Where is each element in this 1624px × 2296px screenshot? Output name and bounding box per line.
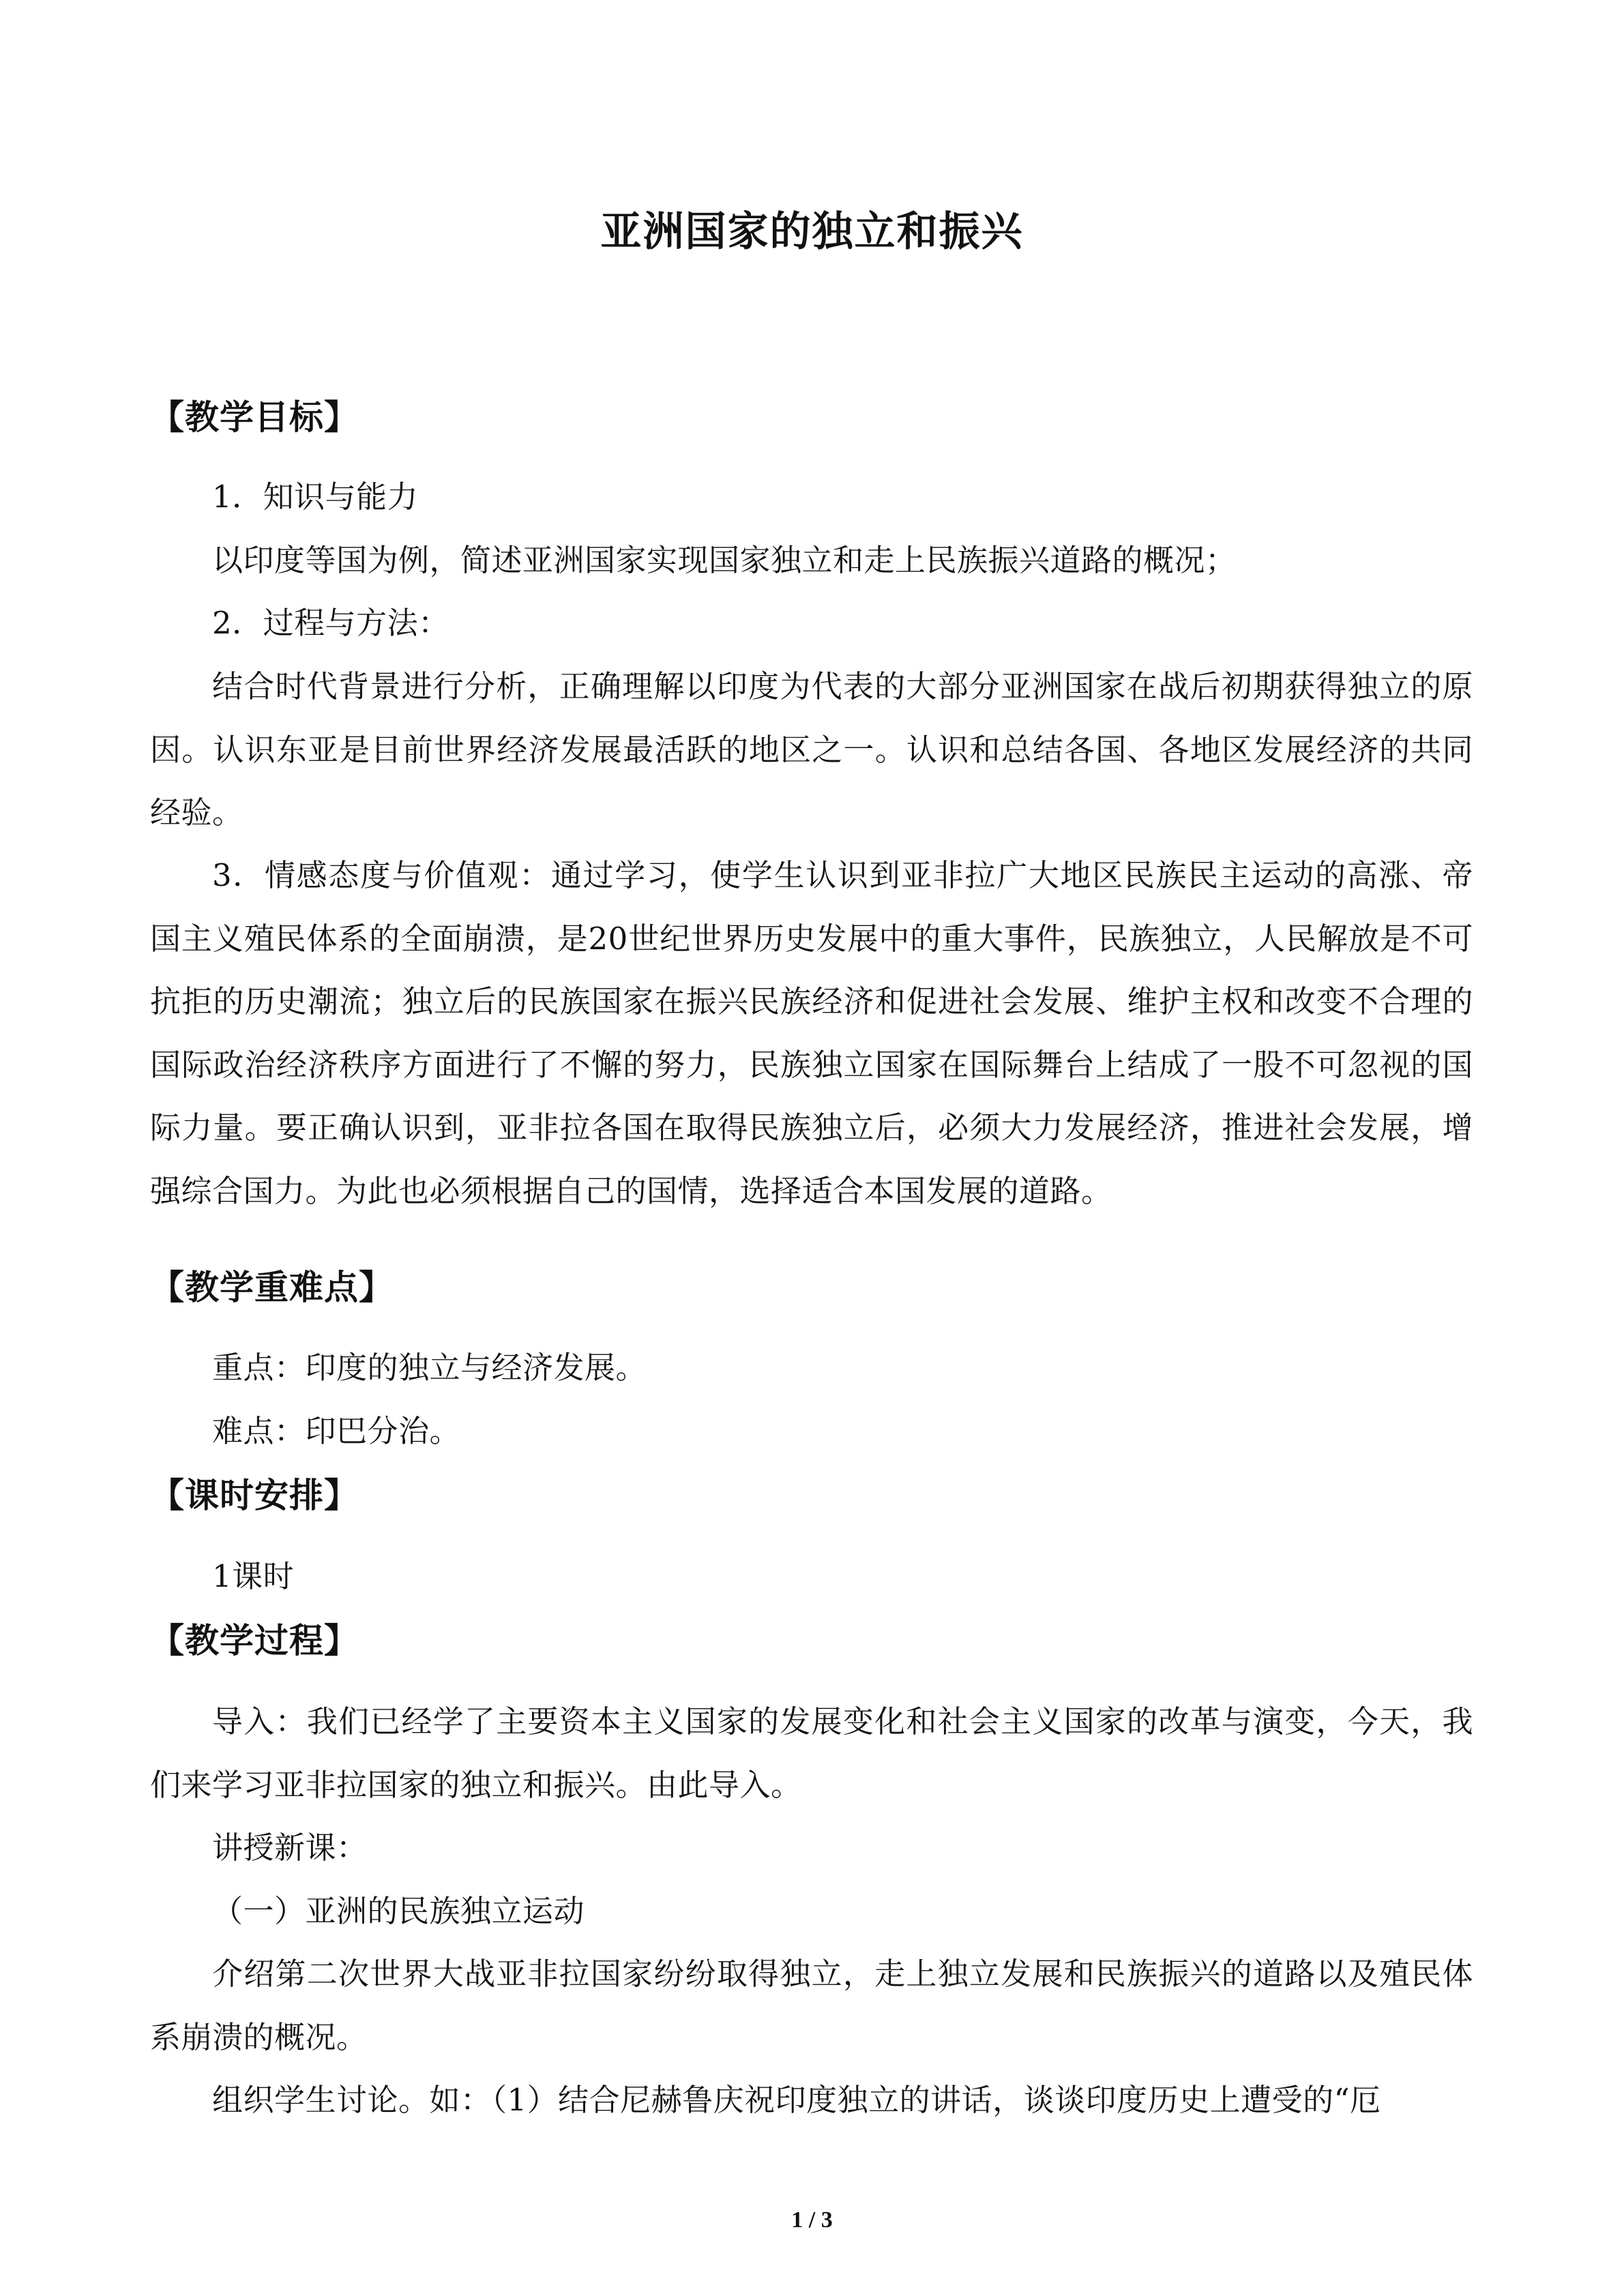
heading-objectives: 【教学目标】 xyxy=(150,398,359,437)
paragraph: 1．知识与能力 xyxy=(212,479,419,515)
heading-schedule: 【课时安排】 xyxy=(150,1476,359,1515)
paragraph: 以印度等国为例，简述亚洲国家实现国家独立和走上民族振兴道路的概况； xyxy=(212,542,1237,578)
document-title: 亚洲国家的独立和振兴 xyxy=(600,208,1024,256)
paragraph: 介绍第二次世界大战亚非拉国家纷纷取得独立，走上独立发展和民族振兴的道路以及殖民体系崩溃的概况。 xyxy=(150,1956,1473,2055)
paragraph: 2．过程与方法： xyxy=(212,605,449,641)
page-number: 1 / 3 xyxy=(791,2207,833,2233)
paragraph: 讲授新课： xyxy=(212,1830,368,1866)
paragraph: 1课时 xyxy=(212,1558,295,1594)
heading-key-points: 【教学重难点】 xyxy=(150,1268,394,1307)
heading-process: 【教学过程】 xyxy=(150,1621,359,1660)
paragraph: 3．情感态度与价值观：通过学习，使学生认识到亚非拉广大地区民族民主运动的高涨、帝国主义殖民体系的全面崩溃，是20世纪世界历史发展中的重大事件，民族独立，人民解放是不可抗拒的历史潮流；独立后的民族国家在振兴民族经济和促进社会发展、维护主权和改变不合理的国际政治经济秩序方面进行了不懈的努力，民族独立国家在国际舞台上结成了一股不可忽视的国际力量。要正确认识到，亚非拉各国在取得民族独立后，必须大力发展经济，推进社会发展，增强综合国力。为此也必须根据自己的国情，选择适合本国发展的道路。 xyxy=(150,857,1473,1209)
paragraph: 重点：印度的独立与经济发展。 xyxy=(212,1350,647,1386)
paragraph: 导入：我们已经学了主要资本主义国家的发展变化和社会主义国家的改革与演变，今天，我们来学习亚非拉国家的独立和振兴。由此导入。 xyxy=(150,1703,1473,1803)
paragraph: 组织学生讨论。如：（1）结合尼赫鲁庆祝印度独立的讲话，谈谈印度历史上遭受的“厄 xyxy=(212,2082,1381,2118)
paragraph: 结合时代背景进行分析，正确理解以印度为代表的大部分亚洲国家在战后初期获得独立的原因。认识东亚是目前世界经济发展最活跃的地区之一。认识和总结各国、各地区发展经济的共同经验。 xyxy=(150,668,1473,831)
paragraph: （一）亚洲的民族独立运动 xyxy=(212,1893,585,1929)
paragraph: 难点：印巴分治。 xyxy=(212,1413,461,1449)
